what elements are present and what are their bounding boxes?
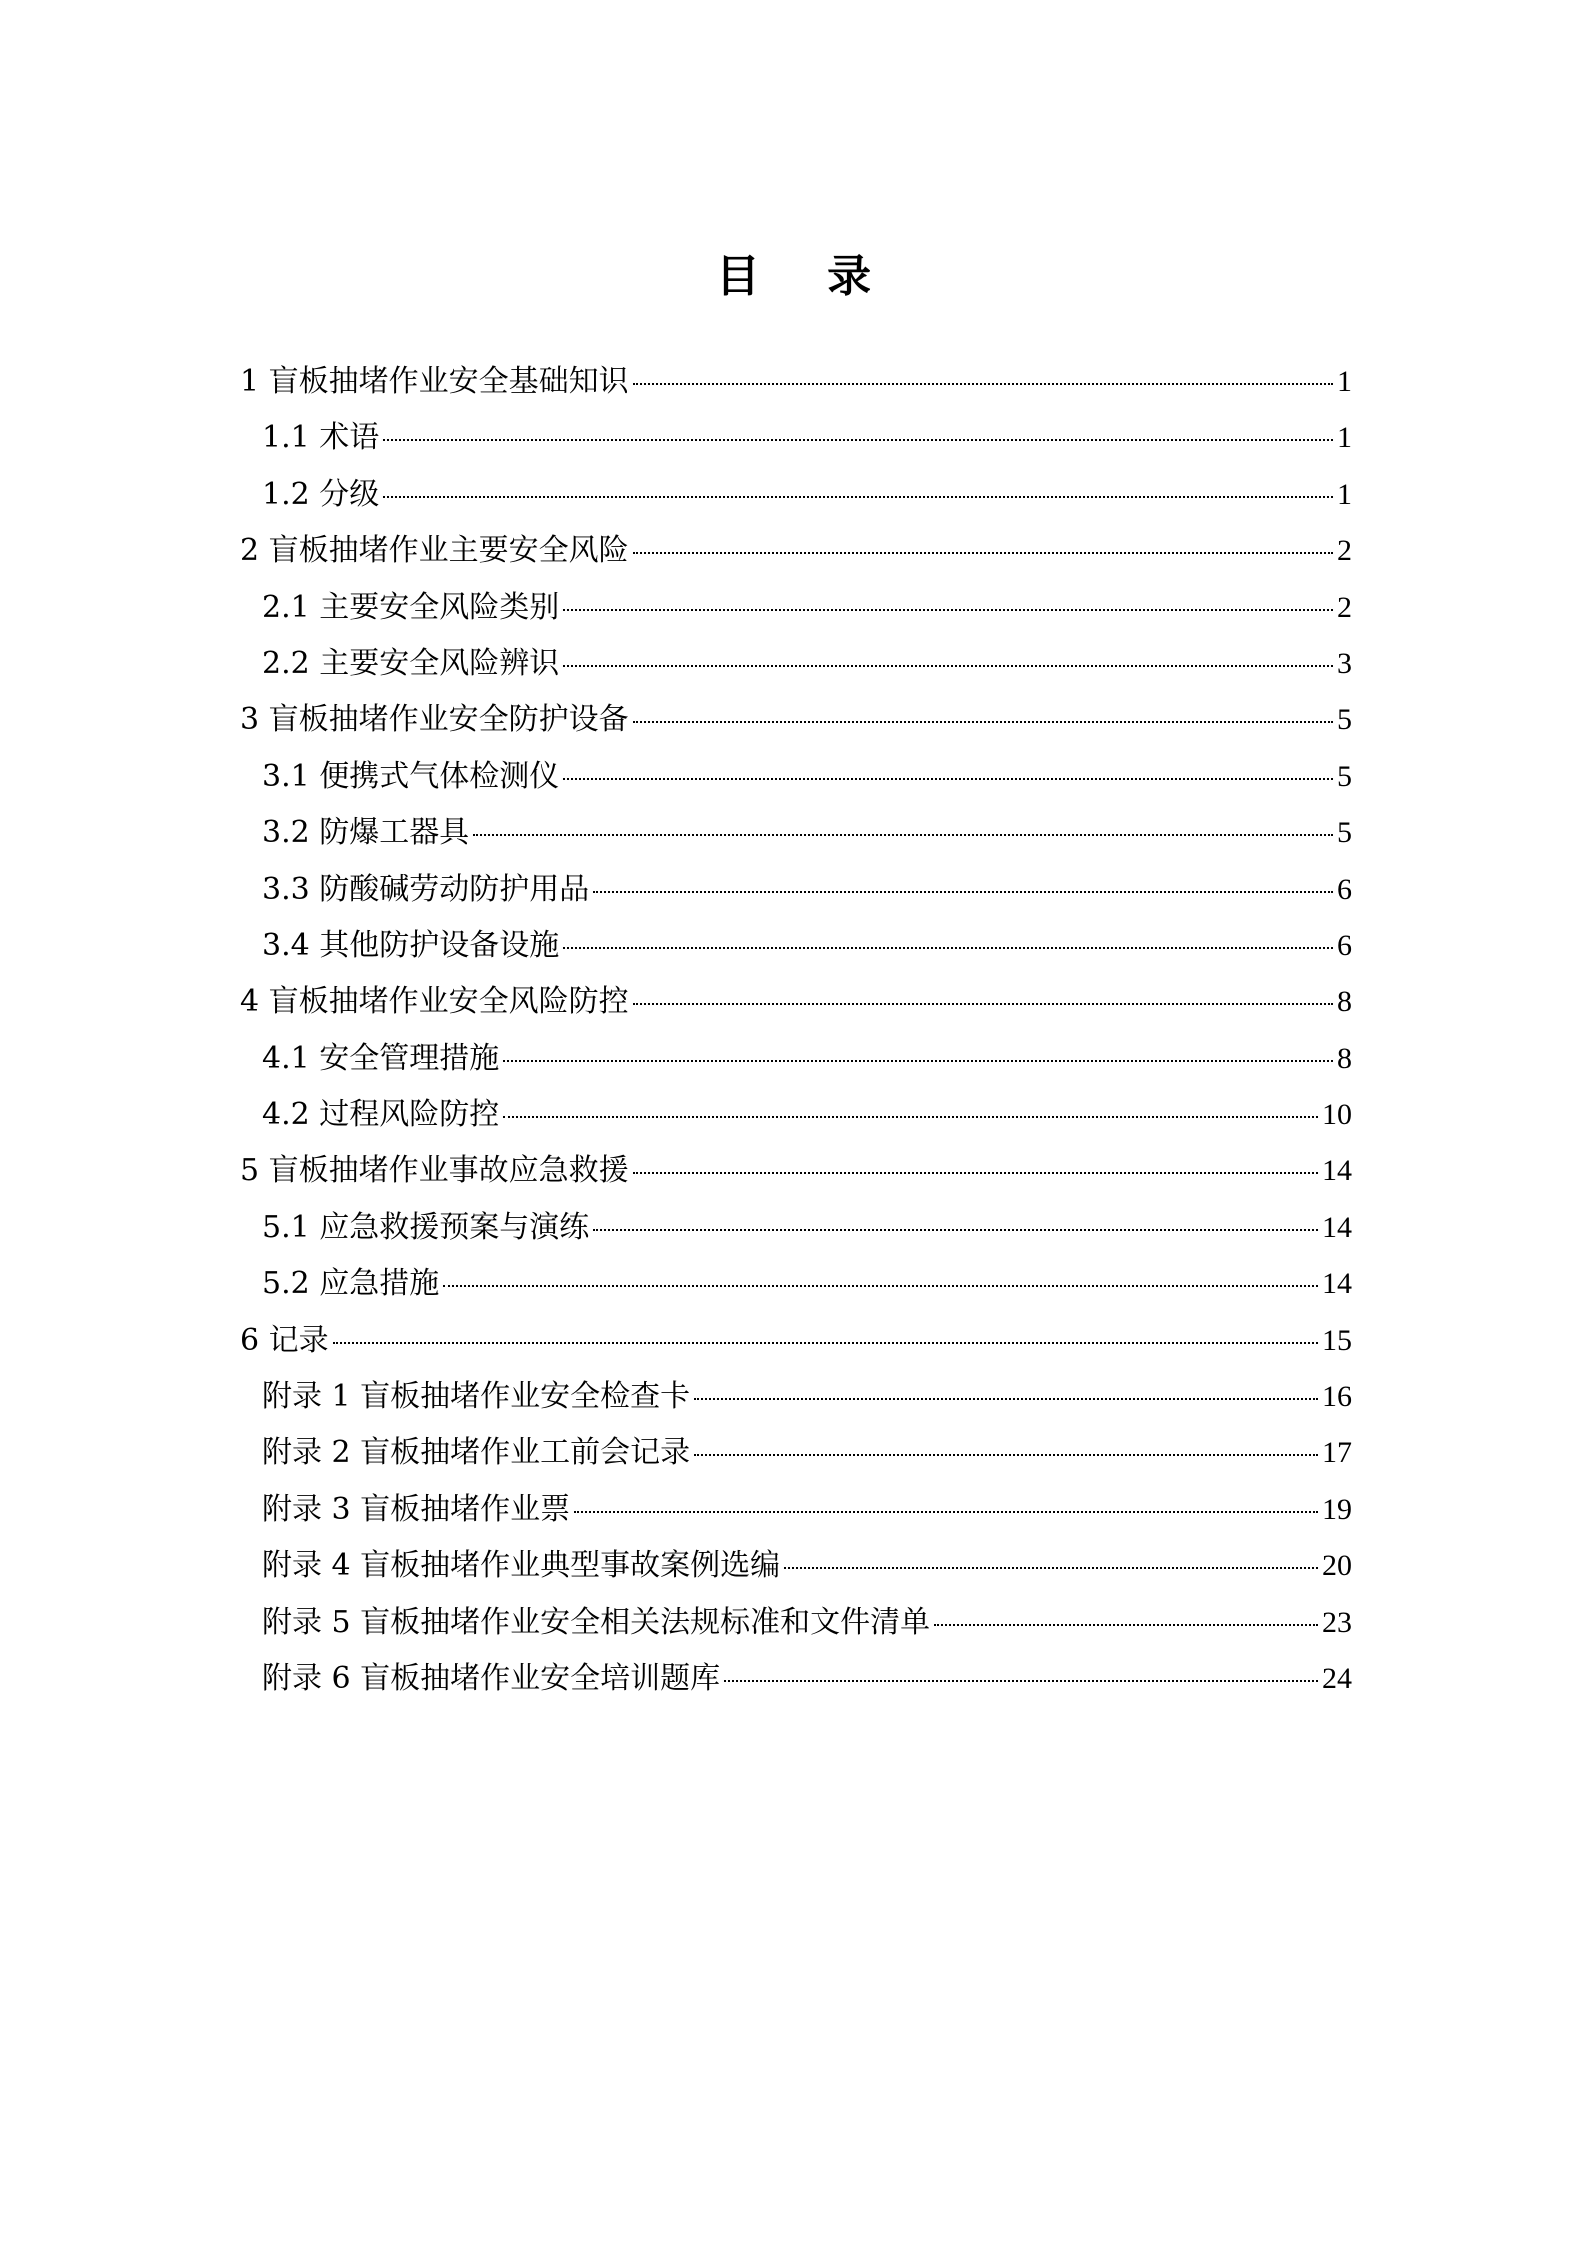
toc-entry-title: 2.2 主要安全风险辨识: [262, 645, 560, 681]
dot-leader: [784, 1567, 1318, 1569]
toc-entry[interactable]: [240, 1595, 1352, 1651]
toc-entry[interactable]: [240, 523, 1352, 579]
dot-leader: [694, 1398, 1318, 1400]
toc-entry-title: 4.1 安全管理措施: [262, 1040, 500, 1076]
toc-entry[interactable]: [240, 1425, 1352, 1481]
toc-entry-title: 6 记录: [240, 1322, 329, 1358]
dot-leader: [563, 665, 1333, 667]
toc-entry-page-number: 6: [1337, 872, 1352, 906]
dot-leader: [503, 1116, 1318, 1118]
dot-leader: [473, 834, 1333, 836]
dot-leader: [443, 1285, 1318, 1287]
toc-entry-title: 附录 4 盲板抽堵作业典型事故案例选编: [262, 1548, 781, 1584]
toc-entry[interactable]: [240, 862, 1352, 918]
dot-leader: [593, 1229, 1318, 1231]
toc-entry-title: 3.3 防酸碱劳动防护用品: [262, 871, 590, 907]
toc-entry-page-number: 14: [1322, 1154, 1352, 1188]
toc-entry-page-number: 6: [1337, 928, 1352, 962]
toc-entry[interactable]: [240, 636, 1352, 692]
dot-leader: [383, 496, 1333, 498]
dot-leader: [934, 1624, 1318, 1626]
toc-entry-page-number: 5: [1337, 759, 1352, 793]
dot-leader: [563, 609, 1333, 611]
toc-entry[interactable]: [240, 918, 1352, 974]
dot-leader: [503, 1060, 1333, 1062]
toc-entry-title: 1.1 术语: [262, 420, 380, 456]
toc-entry[interactable]: [240, 805, 1352, 861]
toc-entry[interactable]: [240, 1087, 1352, 1143]
dot-leader: [333, 1342, 1318, 1344]
toc-entry-title: 3 盲板抽堵作业安全防护设备: [240, 702, 629, 738]
toc-entry-page-number: 1: [1337, 365, 1352, 398]
table-of-contents: [240, 354, 1352, 1707]
toc-entry[interactable]: [240, 1313, 1352, 1369]
toc-entry-page-number: 2: [1337, 534, 1352, 568]
toc-entry-title: 4 盲板抽堵作业安全风险防控: [240, 984, 629, 1020]
toc-entry-page-number: 5: [1337, 703, 1352, 737]
toc-entry-title: 2 盲板抽堵作业主要安全风险: [240, 533, 629, 569]
toc-entry[interactable]: [240, 749, 1352, 805]
toc-entry-page-number: 15: [1322, 1323, 1352, 1357]
page-title: 目 录: [715, 251, 898, 303]
toc-entry-title: 1 盲板抽堵作业安全基础知识: [240, 364, 629, 399]
toc-entry[interactable]: [240, 1482, 1352, 1538]
dot-leader: [694, 1454, 1318, 1456]
toc-entry-page-number: 1: [1337, 421, 1352, 455]
toc-entry-page-number: 3: [1337, 646, 1352, 680]
toc-entry-title: 附录 6 盲板抽堵作业安全培训题库: [262, 1660, 721, 1696]
toc-entry-page-number: 2: [1337, 590, 1352, 624]
toc-entry-page-number: 17: [1322, 1436, 1352, 1470]
toc-entry[interactable]: [240, 580, 1352, 636]
toc-entry-title: 2.1 主要安全风险类别: [262, 589, 560, 625]
dot-leader: [633, 721, 1333, 723]
dot-leader: [724, 1680, 1318, 1682]
toc-entry-page-number: 10: [1322, 1098, 1352, 1132]
toc-entry-page-number: 24: [1322, 1661, 1352, 1695]
toc-entry[interactable]: [240, 1200, 1352, 1256]
toc-entry-page-number: 16: [1322, 1380, 1352, 1414]
dot-leader: [563, 947, 1333, 949]
toc-entry-page-number: 5: [1337, 816, 1352, 850]
toc-entry-title: 1.2 分级: [262, 476, 380, 512]
toc-entry-page-number: 8: [1337, 985, 1352, 1019]
toc-entry[interactable]: [240, 1651, 1352, 1707]
toc-entry[interactable]: [240, 354, 1352, 410]
toc-entry-title: 5.2 应急措施: [262, 1266, 440, 1302]
toc-entry-title: 附录 3 盲板抽堵作业票: [262, 1491, 571, 1527]
dot-leader: [633, 552, 1333, 554]
toc-entry[interactable]: [240, 1538, 1352, 1594]
toc-entry-page-number: 14: [1322, 1267, 1352, 1301]
toc-entry-title: 3.2 防爆工器具: [262, 815, 470, 851]
dot-leader: [574, 1511, 1318, 1513]
toc-entry-title: 3.4 其他防护设备设施: [262, 927, 560, 963]
dot-leader: [633, 1172, 1318, 1174]
dot-leader: [563, 778, 1333, 780]
toc-entry-title: 5 盲板抽堵作业事故应急救援: [240, 1153, 629, 1189]
toc-entry[interactable]: [240, 1369, 1352, 1425]
toc-entry[interactable]: [240, 692, 1352, 748]
toc-entry[interactable]: [240, 467, 1352, 523]
toc-entry-title: 5.1 应急救援预案与演练: [262, 1209, 590, 1245]
toc-entry-page-number: 23: [1322, 1605, 1352, 1639]
toc-entry[interactable]: [240, 974, 1352, 1030]
toc-entry[interactable]: [240, 1256, 1352, 1312]
dot-leader: [593, 891, 1333, 893]
dot-leader: [383, 439, 1333, 441]
toc-entry[interactable]: [240, 1031, 1352, 1087]
toc-entry-title: 附录 1 盲板抽堵作业安全检查卡: [262, 1379, 691, 1415]
toc-entry-page-number: 14: [1322, 1210, 1352, 1244]
toc-entry-page-number: 1: [1337, 477, 1352, 511]
toc-entry-title: 附录 2 盲板抽堵作业工前会记录: [262, 1435, 691, 1471]
toc-entry[interactable]: [240, 410, 1352, 466]
toc-entry-title: 附录 5 盲板抽堵作业安全相关法规标准和文件清单: [262, 1604, 931, 1640]
toc-entry-page-number: 8: [1337, 1041, 1352, 1075]
toc-entry-page-number: 20: [1322, 1549, 1352, 1583]
toc-entry-title: 3.1 便携式气体检测仪: [262, 758, 560, 794]
dot-leader: [633, 1003, 1333, 1005]
toc-entry[interactable]: [240, 1143, 1352, 1199]
dot-leader: [633, 383, 1333, 385]
toc-entry-title: 4.2 过程风险防控: [262, 1097, 500, 1133]
toc-entry-page-number: 19: [1322, 1492, 1352, 1526]
